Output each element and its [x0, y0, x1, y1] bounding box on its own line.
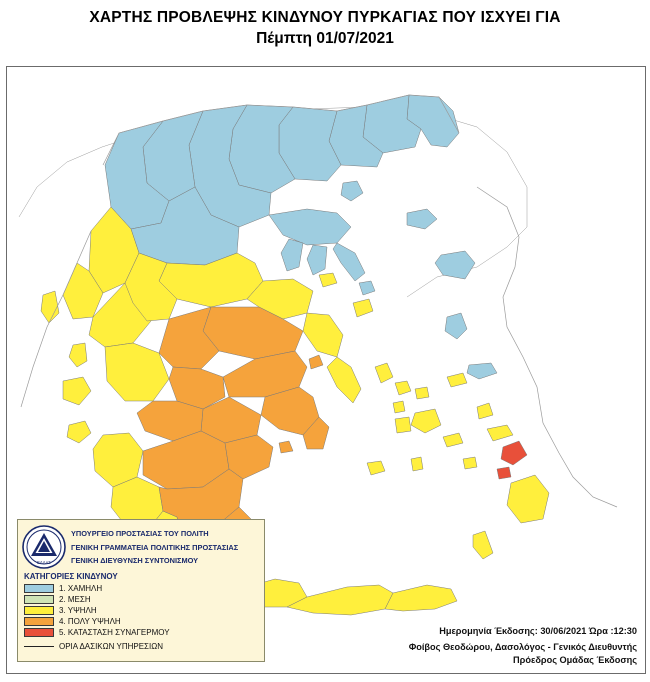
legend-item-very-high	[24, 616, 264, 627]
region-andros	[375, 363, 393, 383]
author-role: Πρόεδρος Ομάδας Έκδοσης	[513, 655, 637, 665]
region-ikaria	[447, 373, 467, 387]
region-paros	[395, 417, 411, 433]
region-astypalaia	[463, 457, 477, 469]
legend-swatch-medium	[24, 595, 54, 604]
legend-header	[18, 520, 264, 571]
legend-item-alarm	[24, 627, 264, 638]
region-amorgos	[443, 433, 463, 447]
region-milos	[367, 461, 385, 475]
legend-panel	[17, 519, 265, 662]
region-kalymnos-leros	[477, 403, 493, 419]
legend-label-medium: 2. ΜΕΣΗ	[59, 594, 91, 604]
region-tinos	[395, 381, 411, 395]
region-evia-north	[303, 313, 343, 357]
region-rhodes	[507, 475, 549, 523]
ministry-line-3: ΓΕΝΙΚΗ ΔΙΕΥΘΥΝΣΗ ΣΥΝΤΟΝΙΣΜΟΥ	[71, 556, 199, 566]
legend-label-alarm: 5. ΚΑΤΑΣΤΑΣΗ ΣΥΝΑΓΕΡΜΟΥ	[59, 627, 170, 637]
region-santorini	[411, 457, 423, 471]
legend-item-boundaries	[18, 640, 264, 653]
region-skopelos-alonnisos-orange	[309, 355, 323, 369]
ministry-line-1: ΥΠΟΥΡΓΕΙΟ ΠΡΟΣΤΑΣΙΑΣ ΤΟΥ ΠΟΛΙΤΗ	[71, 529, 209, 538]
map-frame	[6, 66, 646, 674]
legend-categories-title: ΚΑΤΗΓΟΡΙΕΣ ΚΙΝΔΥΝΟΥ	[24, 572, 118, 581]
issue-date: Ημερομηνία Έκδοσης: 30/06/2021 Ώρα :12:30	[439, 626, 637, 636]
ministry-text	[71, 525, 238, 566]
region-skyros	[353, 299, 373, 317]
legend-swatch-alarm	[24, 628, 54, 637]
title-line-2: Πέμπτη 01/07/2021	[256, 30, 394, 47]
svg-text:ΕΛΛΑΣ: ΕΛΛΑΣ	[37, 560, 51, 565]
region-evia-south	[327, 357, 361, 403]
legend-categories-list	[18, 583, 264, 638]
region-mykonos	[415, 387, 429, 399]
legend-item-high	[24, 605, 264, 616]
region-chios-island	[445, 313, 467, 339]
author-name: Φοίβος Θεοδώρου, Δασολόγος - Γενικός Διευθυντής	[408, 642, 637, 652]
region-tilos-alarm	[497, 467, 511, 479]
legend-label-very-high: 4. ΠΟΛΥ ΥΨΗΛΗ	[59, 616, 121, 626]
legend-swatch-high	[24, 606, 54, 615]
region-lefkada	[69, 343, 87, 367]
civil-protection-logo-icon	[22, 525, 66, 569]
ministry-line-2: ΓΕΝΙΚΗ ΓΡΑΜΜΑΤΕΙΑ ΠΟΛΙΤΙΚΗΣ ΠΡΟΣΤΑΣΙΑΣ	[71, 542, 239, 552]
legend-item-low	[24, 583, 264, 594]
region-syros	[393, 401, 405, 413]
legend-item-medium	[24, 594, 264, 605]
region-naxos	[411, 409, 441, 433]
legend-swatch-very-high	[24, 617, 54, 626]
region-karpathos	[473, 531, 493, 559]
issue-info	[337, 625, 637, 667]
region-aegina-poros	[279, 441, 293, 453]
boundary-line-icon	[24, 646, 54, 647]
region-symi-alarm	[501, 441, 527, 465]
region-crete-east	[385, 585, 457, 611]
legend-label-low: 1. ΧΑΜΗΛΗ	[59, 583, 103, 593]
region-samos-island	[467, 363, 497, 379]
legend-swatch-low	[24, 584, 54, 593]
page-title	[0, 8, 650, 50]
title-line-1: ΧΑΡΤΗΣ ΠΡΟΒΛΕΨΗΣ ΚΙΝΔΥΝΟΥ ΠΥΡΚΑΓΙΑΣ ΠΟΥ ΙΣΧΥΕΙ ΓΙΑ	[89, 9, 561, 26]
region-zakynthos	[67, 421, 91, 443]
region-kefalonia	[63, 377, 91, 405]
region-kos	[487, 425, 513, 441]
region-corfu	[41, 291, 59, 323]
legend-label-high: 3. ΥΨΗΛΗ	[59, 605, 97, 615]
legend-label-boundaries: ΟΡΙΑ ΔΑΣΙΚΩΝ ΥΠΗΡΕΣΙΩΝ	[59, 641, 163, 651]
